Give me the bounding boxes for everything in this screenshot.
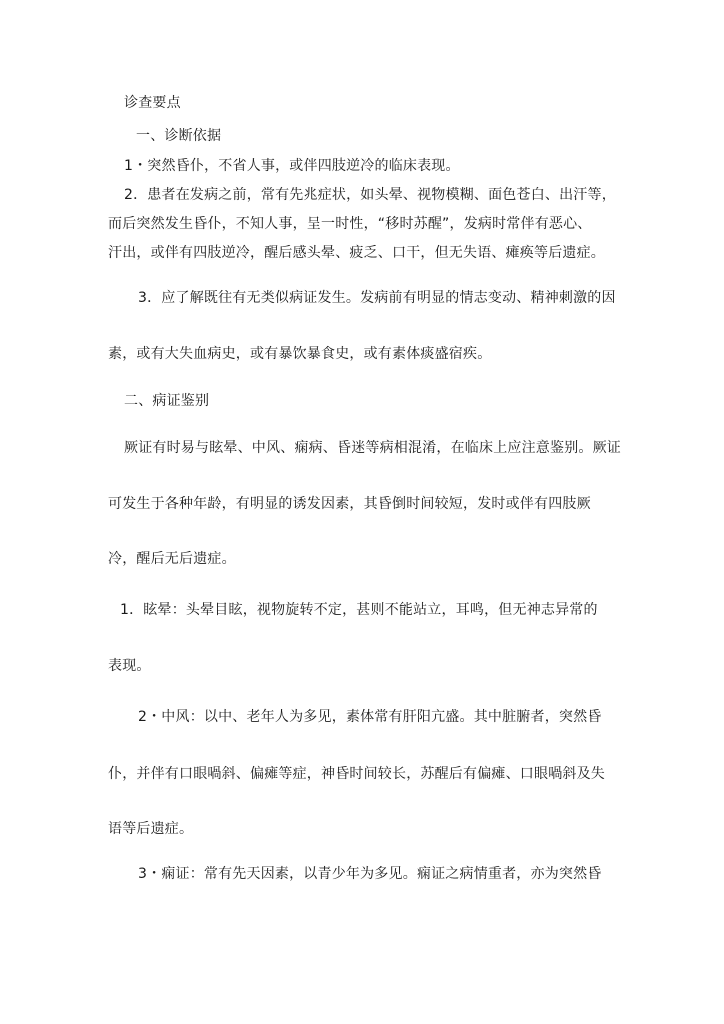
section2-item2-line2: 仆，并伴有口眼喎斜、偏瘫等症，神昏时间较长，苏醒后有偏瘫、口眼喎斜及失 (108, 766, 605, 782)
section1-item2-line2: 而后突然发生昏仆，不知人事，呈一时性，“移时苏醒”，发病时常伴有恶心、 (108, 216, 592, 232)
section2-heading: 二、病证鉴别 (124, 393, 210, 409)
section2-intro-line3: 冷，醒后无后遗症。 (108, 551, 236, 567)
section2-item1-line1: 1．眩晕：头晕目眩，视物旋转不定，甚则不能站立，耳鸣，但无神志异常的 (120, 602, 598, 618)
section2-item2-line3: 语等后遗症。 (108, 821, 194, 837)
section1-item1: 1・突然昏仆，不省人事，或伴四肢逆冷的临床表现。 (124, 158, 460, 174)
section1-item2-line3: 汗出，或伴有四肢逆冷，醒后感头晕、疲乏、口干，但无失语、瘫痪等后遗症。 (108, 245, 605, 261)
section1-item3-line1: 3．应了解既往有无类似病证发生。发病前有明显的情志变动、精神刺激的因 (138, 290, 616, 306)
section1-item2-line1: 2．患者在发病之前，常有先兆症状，如头晕、视物模糊、面色苍白、出汗等， (124, 187, 616, 203)
section2-item1-line2: 表现。 (108, 658, 151, 674)
section2-intro-line1: 厥证有时易与眩晕、中风、痫病、昏迷等病相混淆，在临床上应注意鉴别。厥证 (124, 440, 621, 456)
document-title: 诊查要点 (124, 95, 181, 111)
section1-item3-line2: 素，或有大失血病史，或有暴饮暴食史，或有素体痰盛宿疾。 (108, 346, 492, 362)
section2-item3-line1: 3・痫证：常有先天因素，以青少年为多见。痫证之病情重者，亦为突然昏 (138, 866, 602, 882)
section1-heading: 一、诊断依据 (136, 128, 222, 144)
section2-item2-line1: 2・中风：以中、老年人为多见，素体常有肝阳亢盛。其中脏腑者，突然昏 (138, 709, 602, 725)
section2-intro-line2: 可发生于各种年龄，有明显的诱发因素，其昏倒时间较短，发时或伴有四肢厥 (108, 496, 591, 512)
